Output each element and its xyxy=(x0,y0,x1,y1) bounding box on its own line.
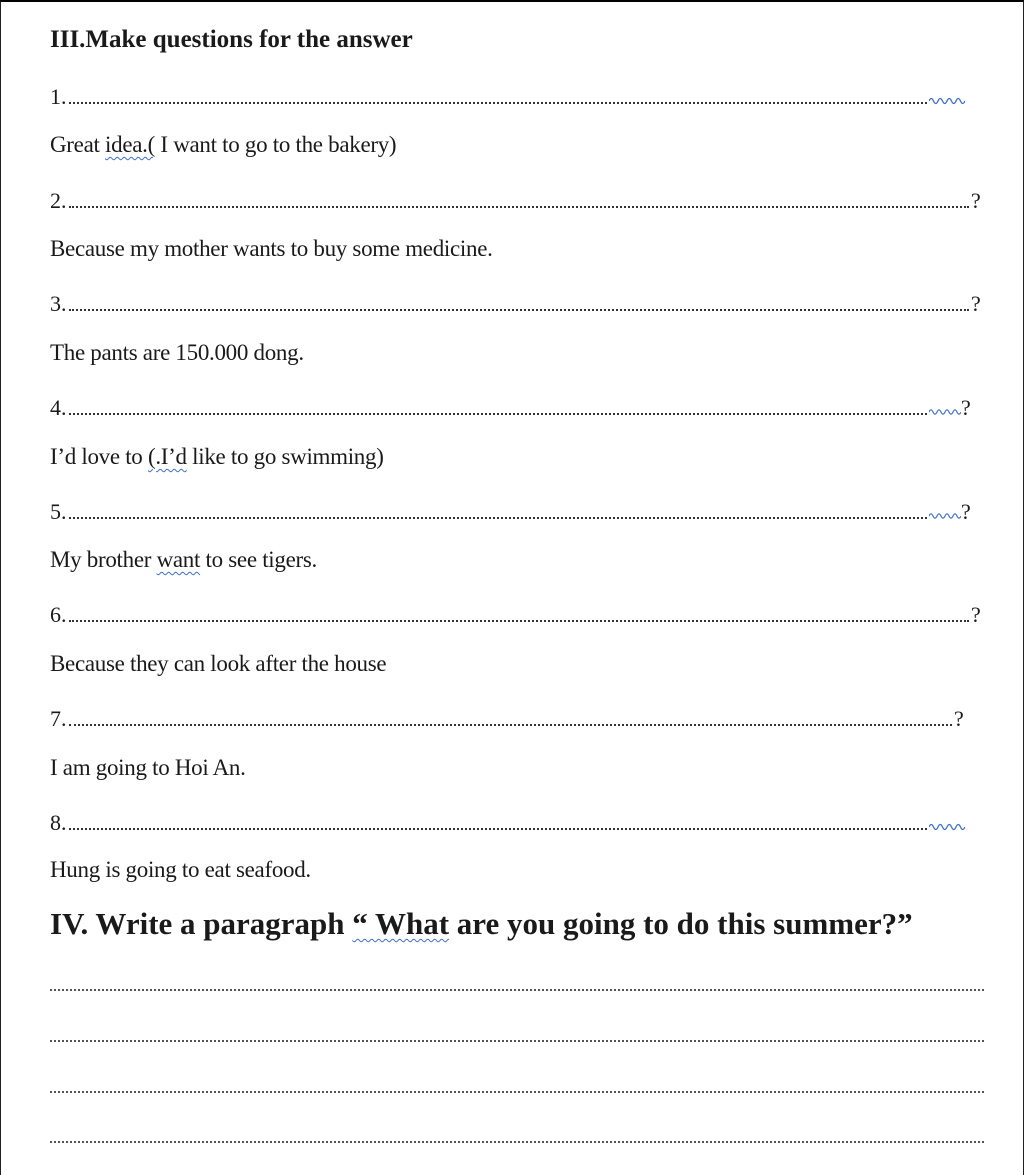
dotted-blank xyxy=(69,413,928,415)
spellcheck-squiggle xyxy=(929,822,965,832)
answer-text-4: I’d love to (.I’d like to go swimming) xyxy=(50,444,384,469)
question-line-6[interactable] xyxy=(50,600,985,626)
answer-text-7: I am going to Hoi An. xyxy=(50,755,246,780)
section-4-heading: IV. Write a paragraph “ What are you going to do this summer?” xyxy=(50,906,913,941)
dotted-blank xyxy=(69,309,970,311)
section-3-heading: III.Make questions for the answer xyxy=(50,26,413,53)
answer-text-8: Hung is going to eat seafood. xyxy=(50,857,311,882)
question-line-7[interactable] xyxy=(50,704,968,730)
question-line-2[interactable] xyxy=(50,186,985,212)
answer-text-6: Because they can look after the house xyxy=(50,651,387,676)
question-number: 1. xyxy=(50,84,67,109)
question-number: 5. xyxy=(50,499,67,524)
question-number: 3. xyxy=(50,291,67,316)
answer-text-1: Great idea.( I want to go to the bakery) xyxy=(50,132,397,157)
question-line-3[interactable] xyxy=(50,289,985,315)
dotted-blank xyxy=(69,620,970,622)
question-mark: ? xyxy=(971,291,981,316)
dotted-blank xyxy=(69,724,953,726)
question-line-4[interactable] xyxy=(50,393,975,419)
answer-text-3: The pants are 150.000 dong. xyxy=(50,340,304,365)
question-number: 7. xyxy=(50,706,67,731)
dotted-blank xyxy=(69,102,928,104)
question-number: 6. xyxy=(50,602,67,627)
question-number: 2. xyxy=(50,188,67,213)
question-mark: ? xyxy=(954,706,964,731)
question-line-5[interactable] xyxy=(50,497,975,523)
question-mark: ? xyxy=(971,188,981,213)
question-line-1[interactable] xyxy=(50,82,965,108)
spellcheck-squiggle xyxy=(929,96,965,106)
spellcheck-squiggle xyxy=(929,511,961,521)
dotted-blank xyxy=(69,828,928,830)
writing-line-3[interactable] xyxy=(50,1091,984,1093)
dotted-blank xyxy=(69,206,970,208)
question-mark: ? xyxy=(961,499,971,524)
answer-text-2: Because my mother wants to buy some medicine. xyxy=(50,236,493,261)
question-mark: ? xyxy=(971,602,981,627)
writing-line-4[interactable] xyxy=(50,1141,984,1143)
answer-text-5: My brother want to see tigers. xyxy=(50,547,317,572)
writing-line-1[interactable] xyxy=(50,989,984,991)
writing-line-2[interactable] xyxy=(50,1040,984,1042)
spellcheck-squiggle xyxy=(929,407,961,417)
question-number: 8. xyxy=(50,810,67,835)
question-number: 4. xyxy=(50,395,67,420)
dotted-blank xyxy=(69,517,928,519)
question-mark: ? xyxy=(961,395,971,420)
question-line-8[interactable] xyxy=(50,808,965,834)
